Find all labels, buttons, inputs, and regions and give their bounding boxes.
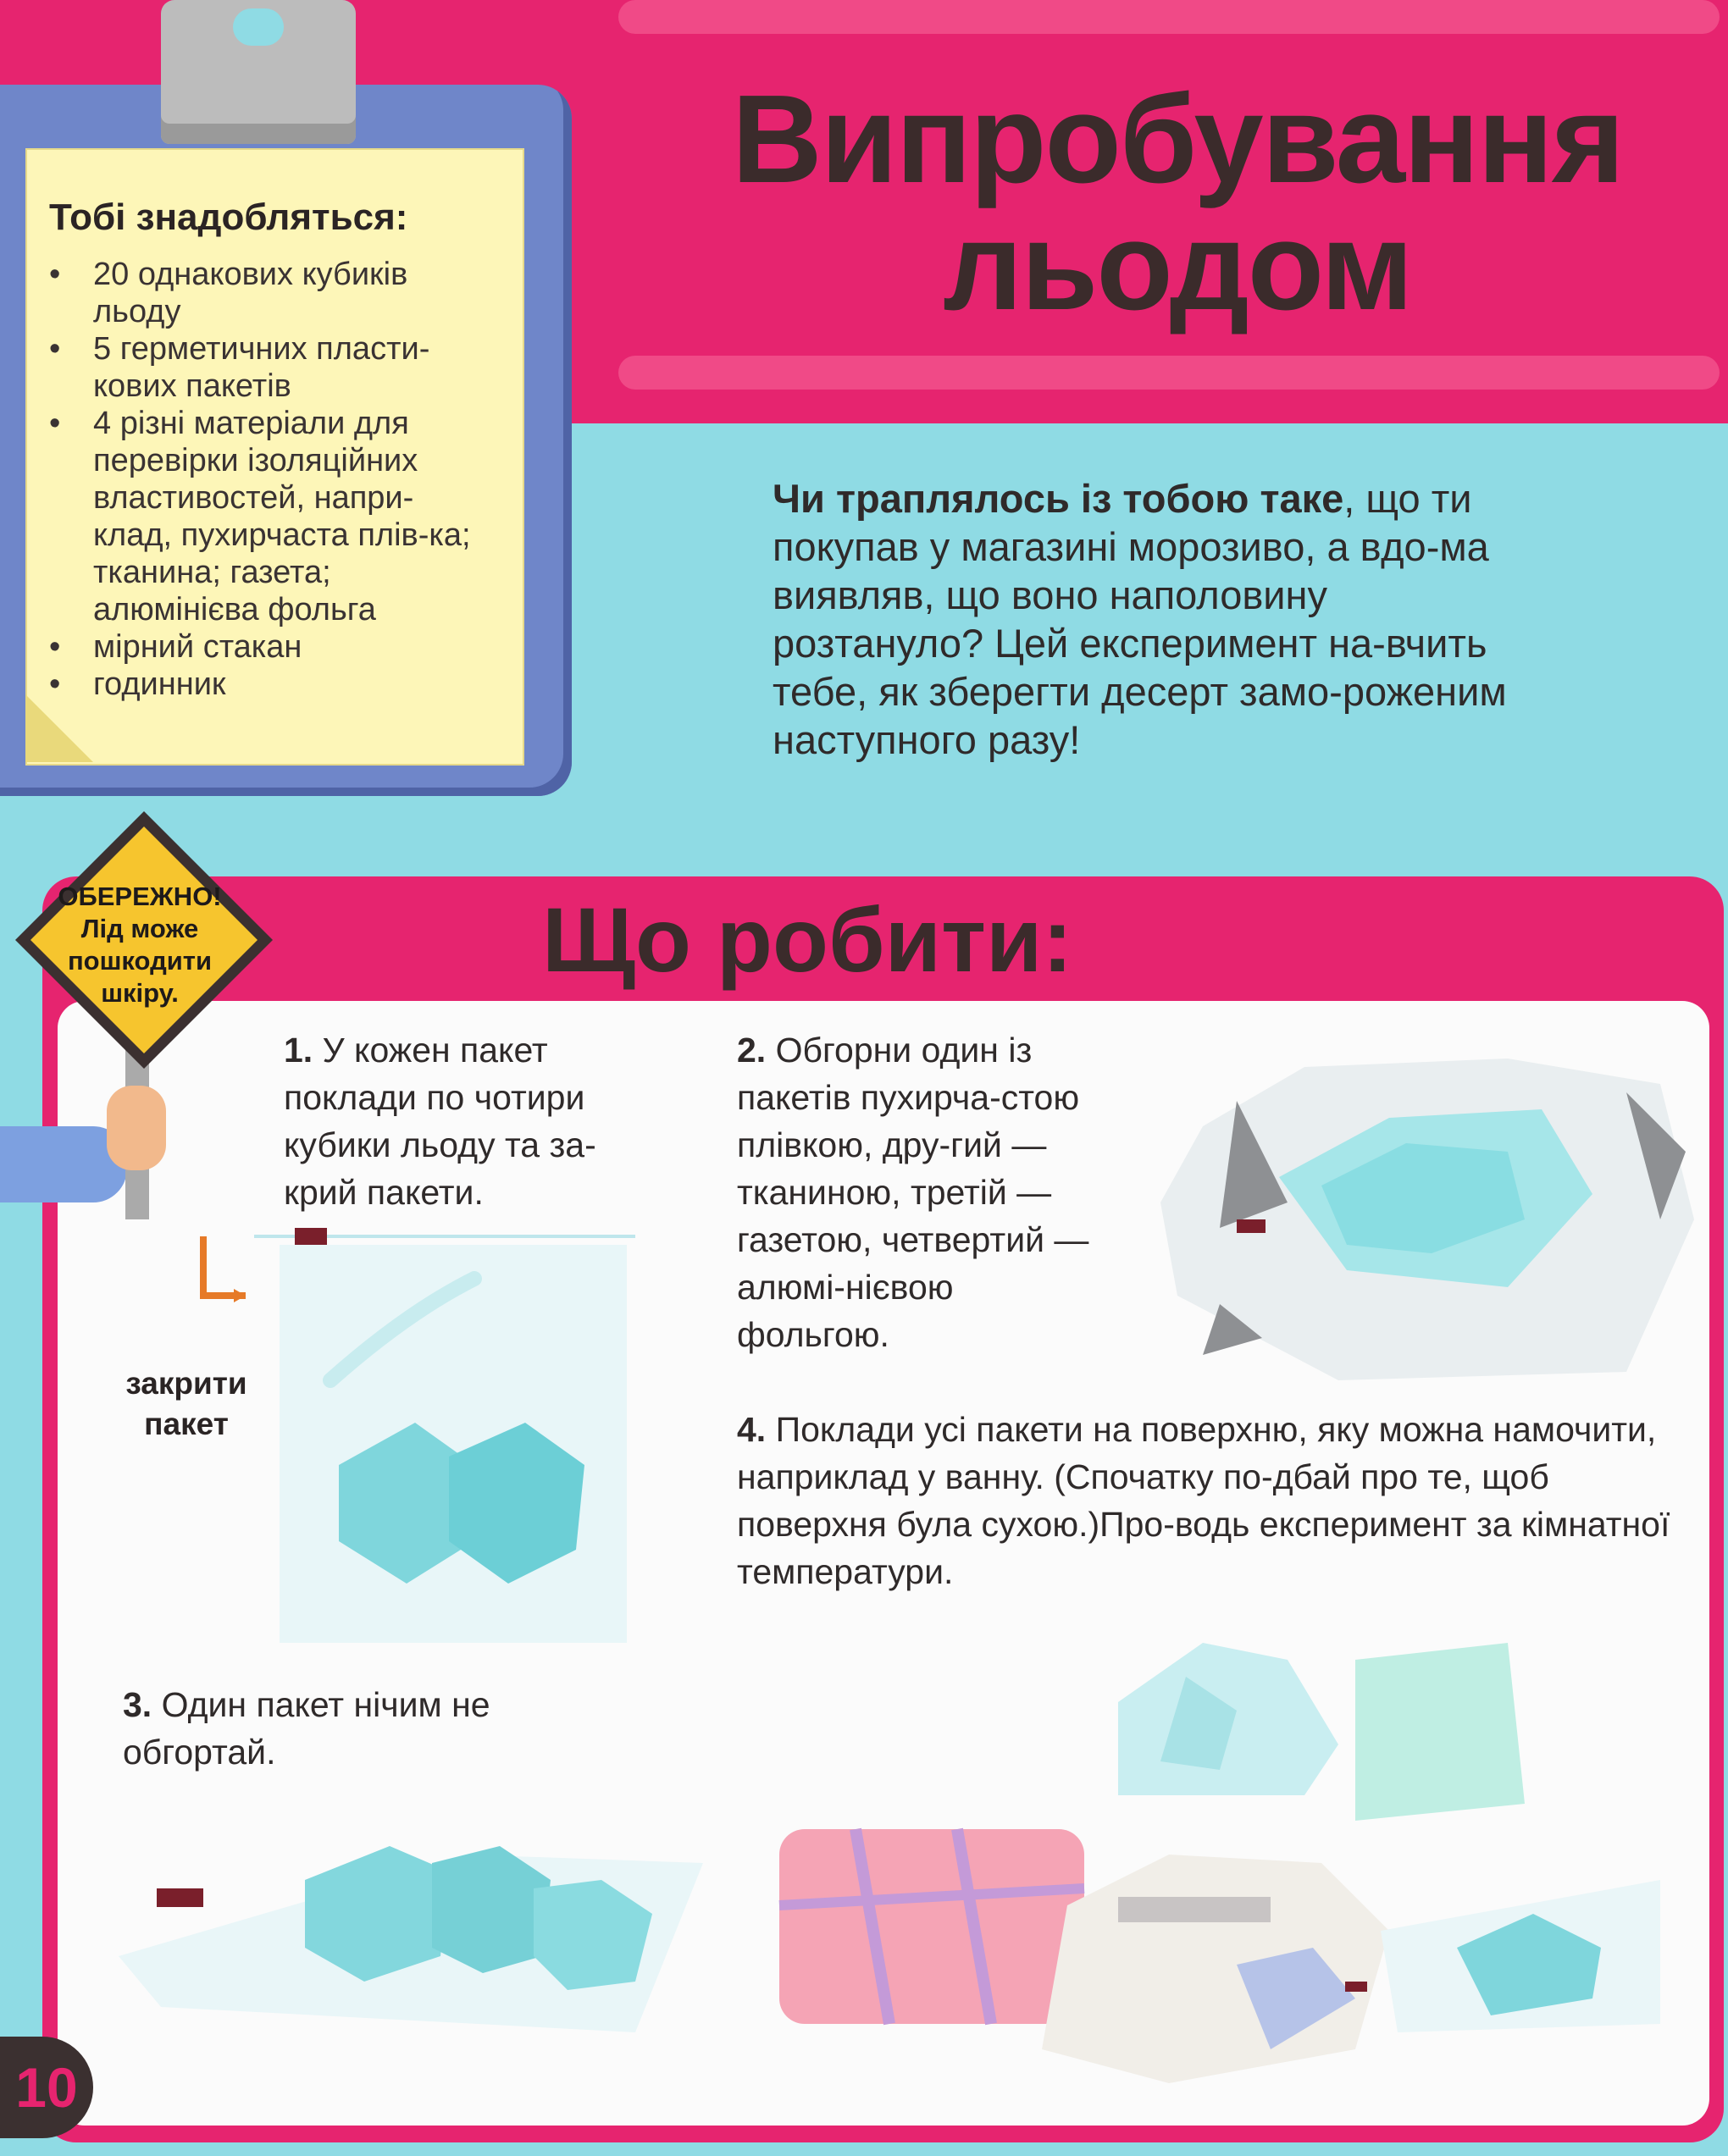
step-1: 1. У кожен пакет поклади по чотири кубики льоду та за-крий пакети. (284, 1031, 596, 1212)
page-number: 10 (0, 2037, 93, 2138)
wrapped-bag-illustration (1152, 1050, 1703, 1389)
intro-paragraph (773, 474, 1535, 764)
warning-text (34, 881, 246, 1009)
warning-line: шкіру. (101, 978, 179, 1008)
needs-item: • мірний стакан (49, 628, 490, 666)
paper-fold (25, 694, 93, 762)
needs-item: • 5 герметичних пласти-кових пакетів (49, 330, 490, 405)
warning-line: пошкодити (67, 946, 213, 976)
needs-heading: Тобі знадобляться: (49, 196, 408, 238)
step-3: 3. Один пакет нічим не обгортай. (123, 1685, 490, 1772)
needs-item: • 20 однакових кубиків льоду (49, 256, 490, 330)
page-title-line2: льодом (943, 196, 1412, 336)
close-bag-label: закрити пакет (125, 1366, 247, 1441)
needs-item: • годинник (49, 666, 490, 703)
warning-line: ОБЕРЕЖНО! (58, 882, 222, 911)
intro-text: , що ти покупав у магазині морозиво, а вдо-ма виявляв, що воно наполовину розтануло? Цей експеримент на-вчить тебе, як зберегти десерт замо-роженим наступного разу! (773, 476, 1507, 762)
steps-heading: Що робити: (542, 888, 1073, 991)
warning-line: Лід може (80, 914, 199, 943)
clip-hole (233, 8, 284, 46)
all-bags-illustration (762, 1626, 1677, 2126)
step-2: 2. Обгорни один із пакетів пухирча-стою плівкою, дру-гий — тканиною, третій — газетою, четвертий — алюмі-нієвою фольгою. (737, 1031, 1089, 1354)
hand-icon (107, 1086, 166, 1170)
header-stripe-bottom (618, 356, 1720, 390)
header-stripe-top (618, 0, 1720, 34)
step-4: 4. Поклади усі пакети на поверхню, яку можна намочити, наприклад у ванну. (Спочатку по-дбай про те, щоб поверхня була сухою.)Про-водь експеримент за кімнатної температури. (737, 1410, 1670, 1591)
needs-list (49, 256, 490, 703)
page-title (644, 69, 1711, 336)
unwrapped-bag-illustration (110, 1761, 720, 2041)
page-title-line1: Випробування (731, 69, 1624, 209)
needs-item: • 4 різні матеріали для перевірки ізоляційних властивостей, напри-клад, пухирчаста плів-ка; тканина; газета; алюмінієва фольга (49, 405, 490, 628)
intro-bold: Чи траплялось із тобою таке (773, 476, 1344, 521)
